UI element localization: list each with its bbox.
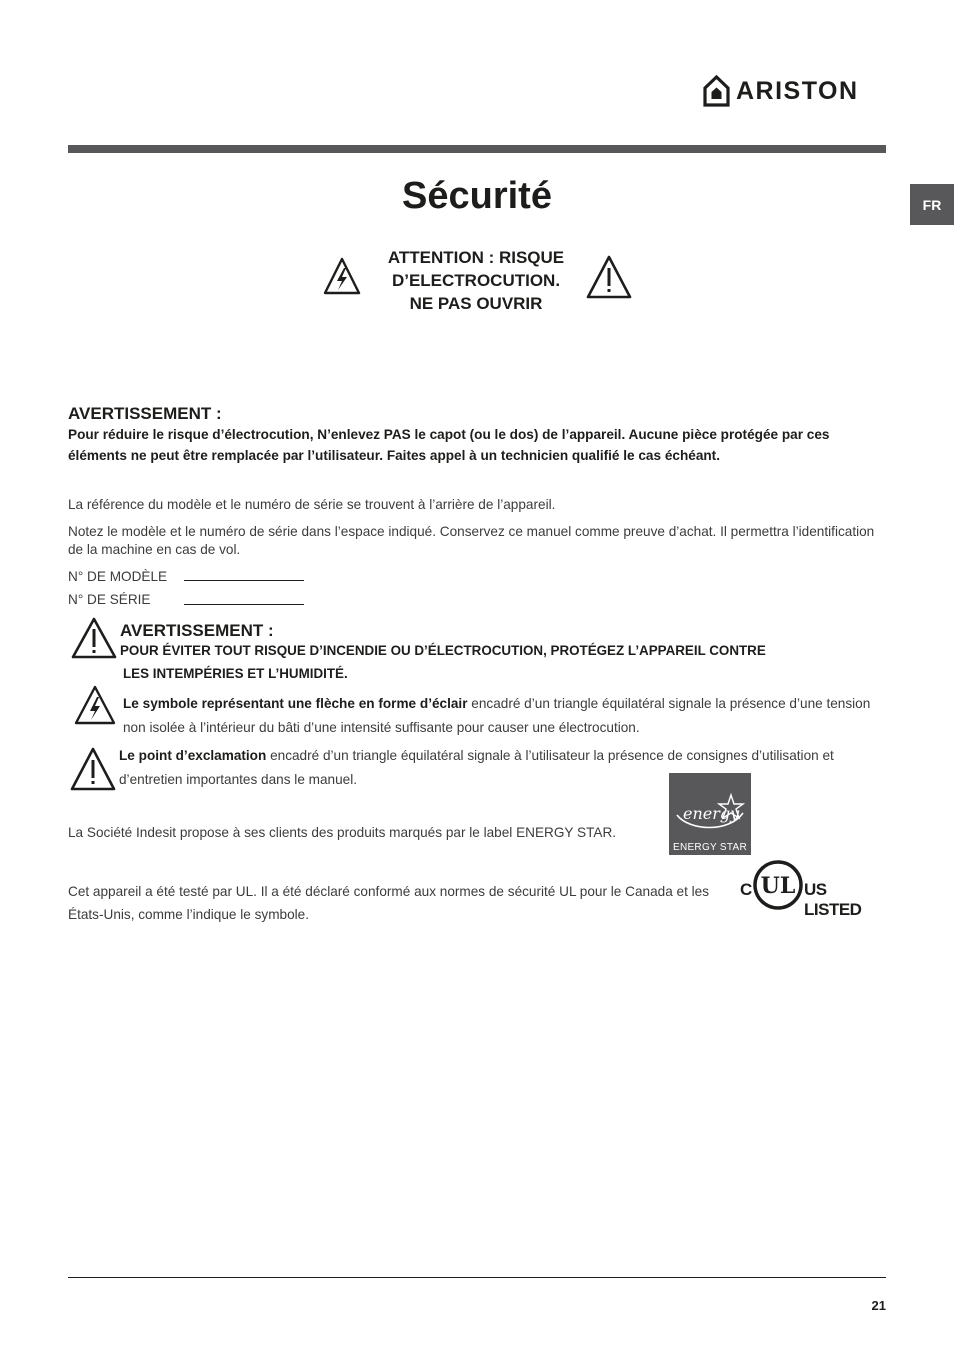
attention-line-3: NE PAS OUVRIR (409, 294, 543, 313)
ul-mark: UL (760, 873, 796, 899)
serial-number-label: N° DE SÉRIE (68, 592, 151, 607)
exclamation-explanation-rest: encadré d’un triangle équilatéral signale à l’utilisateur la présence de consignes d’utilisation et d’entretien importantes dans le manuel. (119, 748, 834, 787)
energy-star-script: energy (683, 804, 740, 823)
warning-text: Pour réduire le risque d’électrocution, N’enlevez PAS le capot (ou le dos) de l’appareil. Aucune pièce protégée par ces éléments ne peut être remplacée par l’utilisateur. Faites appel à un technicien qualifié le cas échéant. (68, 427, 830, 463)
lightning-explanation-rest: encadré d’un triangle équilatéral signale la présence d’une tension non isolée à l’intérieur du bâti d’une intensité suffisante pour causer une électrocution. (123, 696, 871, 735)
energy-star-logo (669, 773, 751, 855)
exclamation-warning-icon (71, 616, 117, 660)
exclamation-explanation-bold: Le point d’exclamation (119, 748, 267, 763)
exclamation-explanation (119, 744, 889, 792)
warning-heading: AVERTISSEMENT : (68, 404, 222, 423)
serial-location-text: La référence du modèle et le numéro de série se trouvent à l’arrière de l’appareil. (68, 497, 556, 512)
ul-listed-logo (738, 857, 886, 919)
attention-line-1: ATTENTION : RISQUE (387, 248, 565, 267)
energy-star-label: ENERGY STAR (672, 842, 748, 853)
serial-number-field[interactable] (184, 604, 304, 605)
page-number: 21 (871, 1298, 886, 1313)
page-title: Sécurité (402, 175, 552, 217)
energy-star-icon (669, 773, 751, 843)
lightning-warning-icon (323, 256, 361, 296)
warning-heading: AVERTISSEMENT : (120, 621, 274, 640)
ul-circle-icon (752, 857, 804, 913)
ul-text: Cet appareil a été testé par UL. Il a été déclaré conformé aux normes de sécurité UL pour le Canada et les États-Unis, comme l’indique le symbole. (68, 884, 710, 922)
language-tab: FR (910, 184, 954, 225)
energy-star-text: La Société Indesit propose à ses clients des produits marqués par le label ENERGY STAR. (68, 825, 617, 840)
exclamation-warning-icon (586, 254, 632, 300)
model-number-label: N° DE MODÈLE (68, 569, 168, 584)
ariston-logo (703, 74, 887, 108)
ul-us-listed: US LISTED (804, 880, 862, 919)
house-icon (703, 75, 730, 107)
warning-caps-line-2: LES INTEMPÉRIES ET L’HUMIDITÉ. (123, 666, 348, 681)
footer-rule (68, 1277, 886, 1278)
lightning-warning-icon (74, 684, 116, 726)
lightning-explanation (123, 692, 888, 740)
header-rule (68, 145, 886, 153)
attention-line-2: D’ELECTROCUTION. (391, 271, 561, 290)
brand-name: ARISTON (736, 76, 859, 105)
ul-c-letter: C (740, 880, 753, 899)
note-text: Notez le modèle et le numéro de série dans l’espace indiqué. Conservez ce manuel comme preuve d’achat. Il permettra l’identification de la machine en cas de vol. (68, 524, 875, 557)
lightning-explanation-bold: Le symbole représentant une flèche en forme d’éclair (123, 696, 468, 711)
exclamation-warning-icon (70, 746, 116, 792)
model-number-field[interactable] (184, 580, 304, 581)
warning-caps-line-1: POUR ÉVITER TOUT RISQUE D’INCENDIE OU D’ÉLECTROCUTION, PROTÉGEZ L’APPAREIL CONTRE (120, 643, 766, 658)
attention-notice (360, 246, 592, 315)
